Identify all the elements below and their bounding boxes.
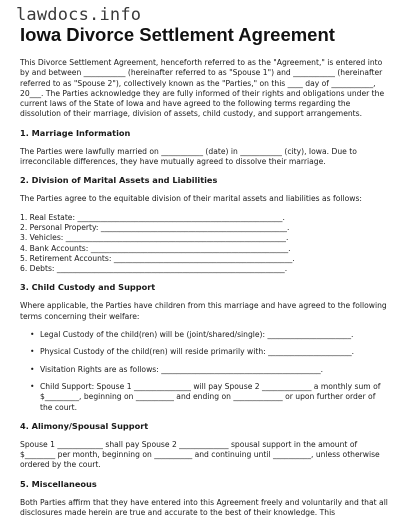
section-heading-alimony: 4. Alimony/Spousal Support — [20, 420, 149, 431]
assets-list — [20, 213, 388, 275]
site-brand: lawdocs.info — [16, 5, 142, 25]
custody-item-child-support: • Child Support: Spouse 1 _______________ will pay Spouse 2 _____________ a monthly sum of $_________, beginning on __________ and ending on _____________ or upon further order of the court. — [40, 382, 388, 413]
section-heading-misc: 5. Miscellaneous — [20, 478, 97, 489]
document-title: Iowa Divorce Settlement Agreement — [20, 24, 335, 45]
alimony-paragraph: Spouse 1 ____________ shall pay Spouse 2 _____________ spousal support in the amount of $________ per month, beginning on __________ and continuing until __________, unless otherwise ordered by the court. — [20, 439, 380, 470]
section-heading-custody: 3. Child Custody and Support — [20, 282, 156, 293]
custody-list — [20, 330, 388, 413]
asset-item-personal-property: 2. Personal Property: _________________________________________________. — [20, 222, 290, 232]
section-heading-marriage: 1. Marriage Information — [20, 127, 131, 138]
asset-item-bank-accounts: 4. Bank Accounts: ____________________________________________________. — [20, 243, 291, 253]
marriage-paragraph: The Parties were lawfully married on ___________ (date) in ___________ (city), Iowa. Due to irreconcilable differences, they have mutually agreed to dissolve their marriage. — [20, 146, 357, 167]
misc-paragraph: Both Parties affirm that they have entered into this Agreement freely and voluntarily and that all disclosures made herein are true and accurate to the best of their knowledge. This — [20, 497, 388, 518]
custody-paragraph: Where applicable, the Parties have children from this marriage and have agreed to the following terms concerning their welfare: — [20, 301, 387, 321]
asset-item-real-estate: 1. Real Estate: ______________________________________________________. — [20, 212, 285, 222]
asset-item-vehicles: 3. Vehicles: __________________________________________________________. — [20, 233, 289, 243]
intro-paragraph: This Divorce Settlement Agreement, henceforth referred to as the "Agreement," is entered into by and between ___________ (hereinafter referred to as "Spouse 1") and ___________ (hereinafter referred to as "Spouse 2"), collectively known as the "Parties," on this ____ day of ___________, 20___. The Parties acknowledge they are fully informed of their rights and obligations under the current laws of the State of Iowa and have agreed to the following terms regarding the dissolution of their marriage, division of assets, child custody, and support arrangements. — [20, 58, 385, 119]
asset-item-retirement-accounts: 5. Retirement Accounts: _______________________________________________. — [20, 253, 295, 263]
custody-item-physical: • Physical Custody of the child(ren) will reside primarily with: ______________________. — [40, 347, 388, 357]
custody-item-visitation: • Visitation Rights are as follows: __________________________________________. — [40, 365, 388, 375]
section-heading-assets: 2. Division of Marital Assets and Liabilities — [20, 175, 218, 186]
assets-paragraph: The Parties agree to the equitable division of their marital assets and liabilities as follows: — [20, 194, 362, 204]
custody-item-legal: • Legal Custody of the child(ren) will be (joint/shared/single): ______________________. — [40, 330, 388, 340]
asset-item-debts: 6. Debts: ____________________________________________________________. — [20, 264, 288, 274]
